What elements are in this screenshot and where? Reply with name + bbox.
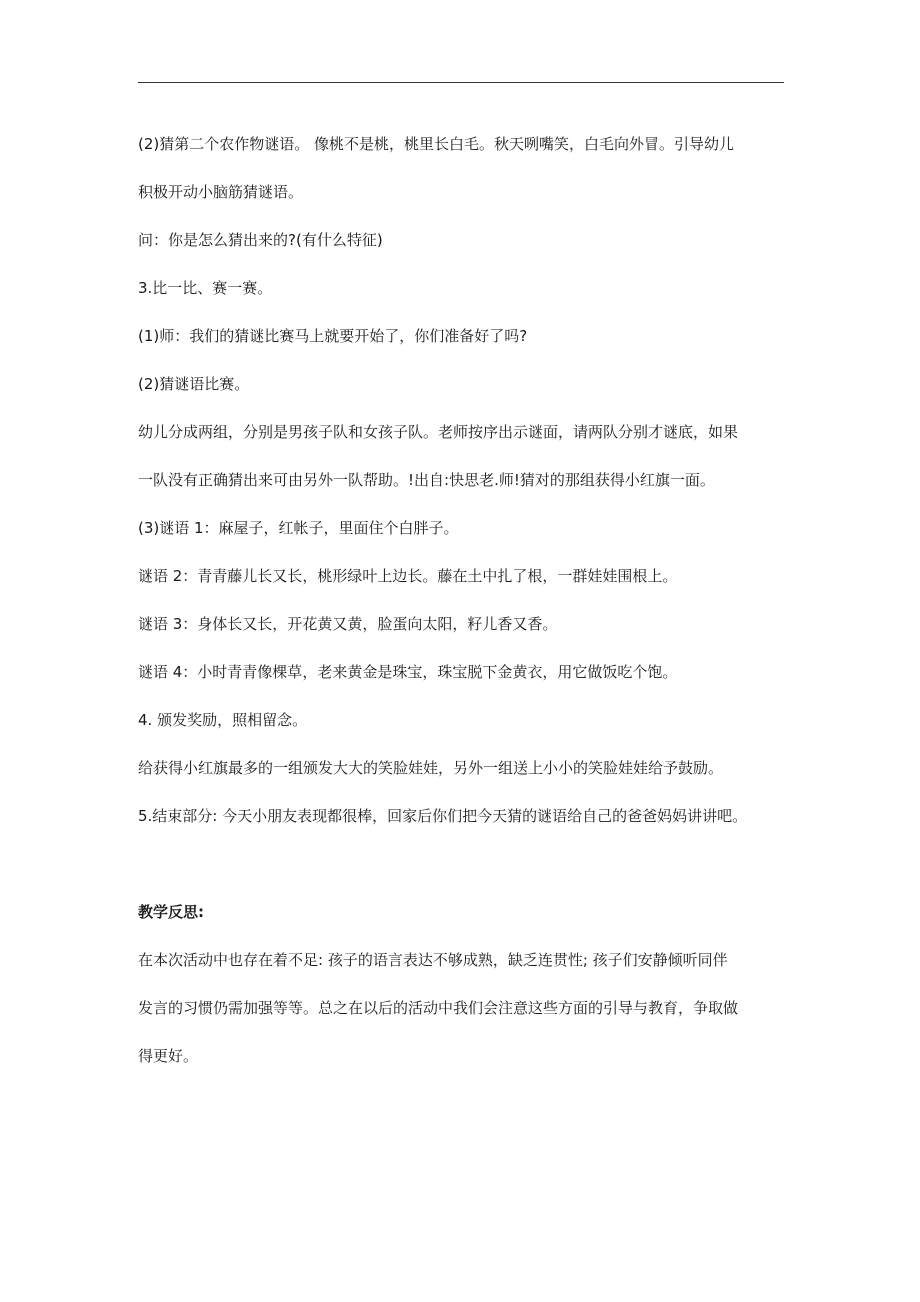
paragraph-line: 问：你是怎么猜出来的?(有什么特征) bbox=[138, 231, 383, 249]
paragraph-line: (1)师：我们的猜谜比赛马上就要开始了，你们准备好了吗? bbox=[138, 327, 528, 345]
paragraph-line: 幼儿分成两组，分别是男孩子队和女孩子队。老师按序出示谜面，请两队分别才谜底，如果 bbox=[138, 423, 739, 441]
paragraph-line: 积极开动小脑筋猜谜语。 bbox=[138, 183, 304, 201]
paragraph-line: (3)谜语 1：麻屋子，红帐子，里面住个白胖子。 bbox=[138, 519, 459, 537]
paragraph-line: 4. 颁发奖励，照相留念。 bbox=[138, 711, 308, 729]
paragraph-line: 谜语 3：身体长又长，开花黄又黄，脸蛋向太阳，籽儿香又香。 bbox=[138, 615, 558, 633]
header-rule bbox=[138, 82, 784, 83]
paragraph-line: (2)猜第二个农作物谜语。 像桃不是桃，桃里长白毛。秋天咧嘴笑，白毛向外冒。引导幼儿 bbox=[138, 135, 735, 153]
reflection-line: 得更好。 bbox=[138, 1047, 199, 1065]
paragraph-line: 给获得小红旗最多的一组颁发大大的笑脸娃娃，另外一组送上小小的笑脸娃娃给予鼓励。 bbox=[138, 759, 724, 777]
document-body bbox=[138, 120, 786, 1080]
reflection-line: 在本次活动中也存在着不足: 孩子的语言表达不够成熟，缺乏连贯性; 孩子们安静倾听同伴 bbox=[138, 951, 728, 969]
reflection-heading: 教学反思: bbox=[138, 903, 204, 921]
section-gap bbox=[138, 840, 786, 888]
paragraph-line: (2)猜谜语比赛。 bbox=[138, 375, 250, 393]
paragraph-line: 3.比一比、赛一赛。 bbox=[138, 279, 273, 297]
paragraph-line: 谜语 2：青青藤儿长又长，桃形绿叶上边长。藤在土中扎了根，一群娃娃围根上。 bbox=[138, 567, 678, 585]
paragraph-line: 5.结束部分: 今天小朋友表现都很棒，回家后你们把今天猜的谜语给自己的爸爸妈妈讲讲吧。 bbox=[138, 807, 748, 825]
paragraph-line: 谜语 4：小时青青像棵草，老来黄金是珠宝，珠宝脱下金黄衣，用它做饭吃个饱。 bbox=[138, 663, 678, 681]
paragraph-line: 一队没有正确猜出来可由另外一队帮助。!出自:快思老.师!猜对的那组获得小红旗一面。 bbox=[138, 471, 715, 489]
reflection-line: 发言的习惯仍需加强等等。总之在以后的活动中我们会注意这些方面的引导与教育，争取做 bbox=[138, 999, 739, 1017]
